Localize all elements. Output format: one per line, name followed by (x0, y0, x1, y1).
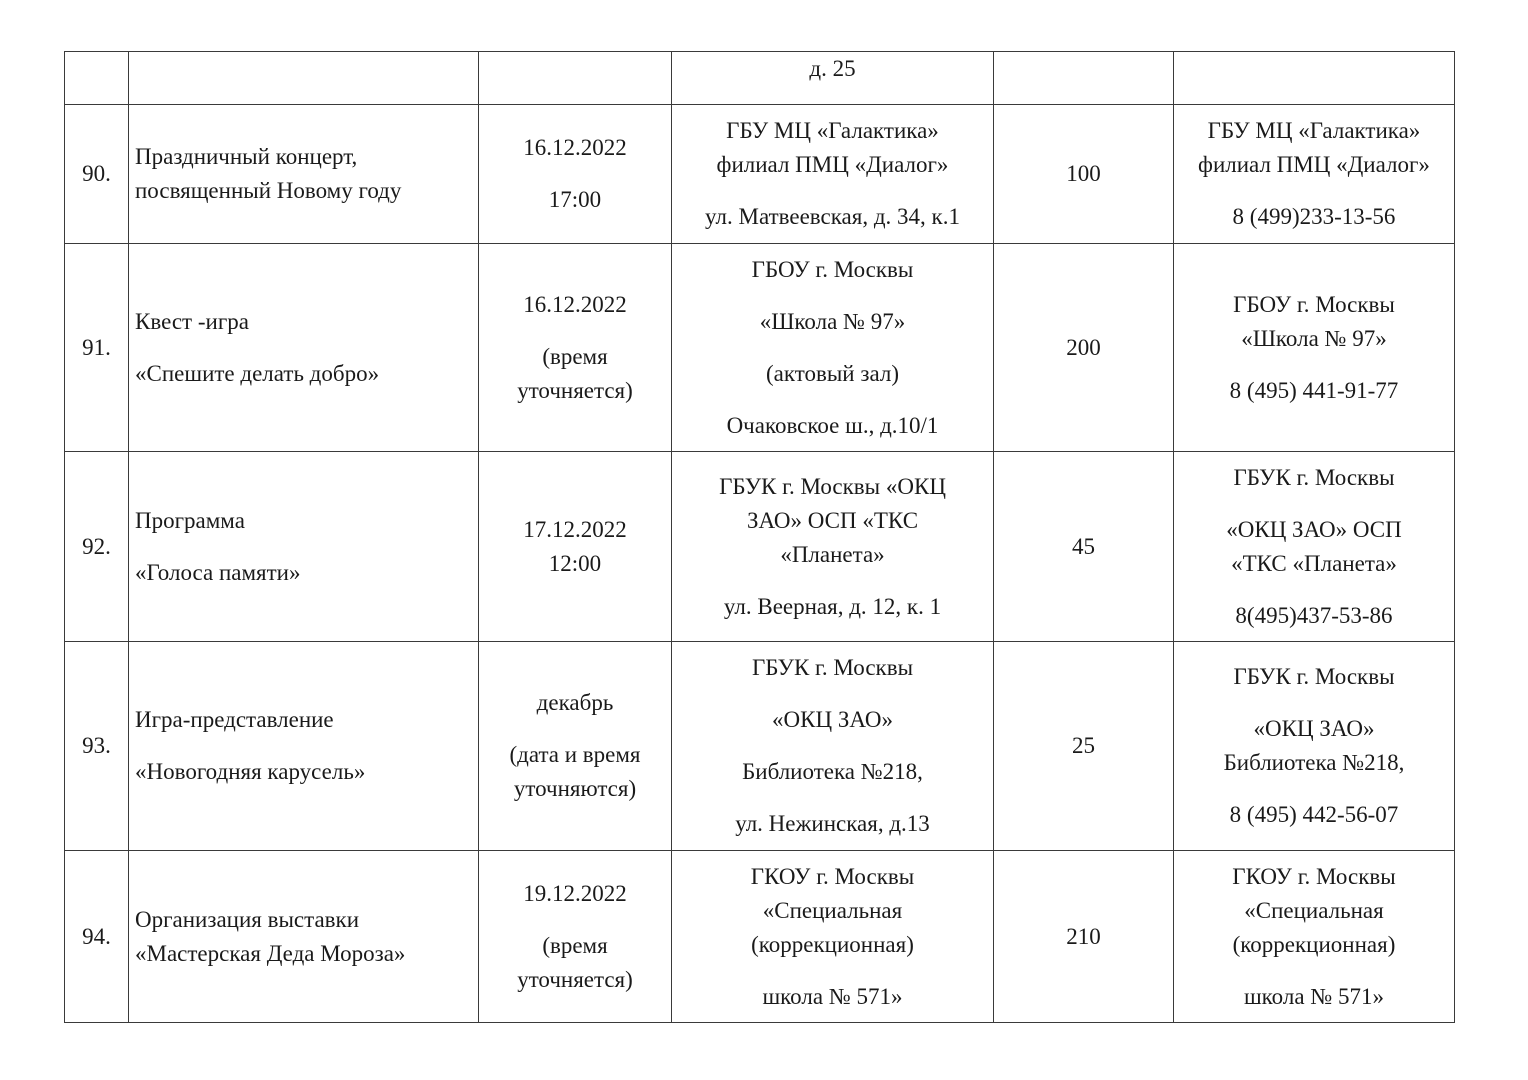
event-name-line: Праздничный концерт, (135, 144, 358, 169)
participants-count: 100 (994, 105, 1174, 244)
time-line: уточняется) (517, 377, 633, 403)
place-line: Очаковское ш., д.10/1 (726, 412, 939, 438)
event-name-line: посвященный Новому году (135, 178, 402, 203)
name-cell (129, 52, 479, 105)
contact-line: (коррекционная) (1232, 931, 1396, 957)
date-line: 19.12.2022 (523, 880, 627, 906)
contact-phone: 8(495)437-53-86 (1235, 602, 1393, 628)
time-line: (время (542, 343, 608, 369)
contact-line: ГБОУ г. Москвы (1233, 291, 1395, 317)
event-name-cell (129, 851, 479, 1023)
place-cell (672, 851, 994, 1023)
date-cell (479, 642, 672, 851)
date-cell (479, 452, 672, 642)
participants-count: 45 (994, 452, 1174, 642)
events-table (64, 51, 1455, 1023)
row-number: 93. (65, 642, 129, 851)
time-line: 17:00 (548, 187, 602, 212)
contact-cell (1174, 52, 1455, 105)
event-name-line: «Голоса памяти» (135, 559, 301, 585)
contact-cell (1174, 642, 1455, 851)
place-cell (672, 244, 994, 452)
contact-phone: 8 (495) 442-56-07 (1229, 802, 1399, 827)
num-cell (65, 52, 129, 105)
event-name-line: «Спешите делать добро» (135, 360, 380, 386)
participants-cell (994, 52, 1174, 105)
contact-cell (1174, 244, 1455, 452)
table-row (65, 642, 1455, 851)
contact-line: филиал ПМЦ «Диалог» (1198, 152, 1430, 177)
date-line: 16.12.2022 (523, 291, 627, 317)
contact-cell (1174, 851, 1455, 1023)
time-line: уточняются) (513, 776, 637, 801)
place-line: ГБУ МЦ «Галактика» (726, 118, 939, 143)
time-line: уточняется) (517, 966, 633, 992)
row-number: 92. (65, 452, 129, 642)
contact-line: ГБУК г. Москвы (1233, 464, 1395, 490)
participants-count: 200 (994, 244, 1174, 452)
contact-phone: 8 (499)233-13-56 (1232, 204, 1396, 229)
place-line: филиал ПМЦ «Диалог» (716, 152, 949, 177)
table-row (65, 105, 1455, 244)
contact-line: «Специальная (1244, 897, 1384, 923)
contact-line: ГБУ МЦ «Галактика» (1207, 118, 1421, 143)
place-cell (672, 452, 994, 642)
date-line: 16.12.2022 (523, 135, 627, 160)
event-name-line: Игра-представление (135, 707, 334, 732)
place-line: школа № 571» (762, 983, 903, 1009)
date-line: декабрь (536, 690, 614, 715)
participants-count: 210 (994, 851, 1174, 1023)
place-cell (672, 105, 994, 244)
place-line: (коррекционная) (751, 931, 914, 957)
contact-line: «Школа № 97» (1241, 325, 1387, 351)
contact-line: Библиотека №218, (1223, 750, 1405, 775)
place-line: Библиотека №218, (742, 759, 923, 784)
row-number: 91. (65, 244, 129, 452)
row-number: 94. (65, 851, 129, 1023)
table-row-continuation (65, 52, 1455, 105)
place-line: (актовый зал) (766, 360, 899, 386)
event-name-line: Организация выставки (135, 906, 360, 932)
contact-cell (1174, 452, 1455, 642)
event-name-line: Квест -игра (135, 308, 249, 334)
contact-line: школа № 571» (1243, 983, 1385, 1009)
place-line: «ОКЦ ЗАО» (772, 707, 893, 732)
event-name-cell (129, 642, 479, 851)
table-row (65, 452, 1455, 642)
contact-line: «ОКЦ ЗАО» (1253, 716, 1375, 741)
event-name-line: «Новогодняя карусель» (135, 759, 366, 784)
event-name-line: «Мастерская Деда Мороза» (135, 940, 406, 966)
time-line: (время (542, 932, 608, 958)
event-name-cell (129, 244, 479, 452)
event-name-line: Программа (135, 507, 245, 533)
contact-cell (1174, 105, 1455, 244)
place-line: «Школа № 97» (759, 308, 906, 334)
contact-line: ГБУК г. Москвы (1233, 664, 1395, 689)
contact-phone: 8 (495) 441-91-77 (1229, 377, 1399, 403)
table-row (65, 244, 1455, 452)
address-tail: д. 25 (809, 56, 856, 81)
table-row (65, 851, 1455, 1023)
place-line: ГБУК г. Москвы «ОКЦ (719, 473, 946, 499)
place-line: ЗАО» ОСП «ТКС (746, 507, 919, 533)
time-line: 12:00 (548, 550, 602, 576)
place-line: «Планета» (780, 541, 885, 567)
place-line: ГБОУ г. Москвы (751, 256, 914, 282)
place-line: ГКОУ г. Москвы (750, 863, 915, 889)
row-number: 90. (65, 105, 129, 244)
contact-line: ГКОУ г. Москвы (1232, 863, 1396, 889)
place-line: ул. Веерная, д. 12, к. 1 (723, 593, 942, 619)
contact-line: «ТКС «Планета» (1231, 550, 1397, 576)
place-line: «Специальная (762, 897, 903, 923)
time-line: (дата и время (509, 742, 641, 767)
date-cell (479, 244, 672, 452)
contact-line: «ОКЦ ЗАО» ОСП (1226, 516, 1402, 542)
event-name-cell (129, 452, 479, 642)
participants-count: 25 (994, 642, 1174, 851)
event-name-cell (129, 105, 479, 244)
place-line: ГБУК г. Москвы (751, 655, 914, 680)
date-cell (479, 851, 672, 1023)
date-cell (479, 52, 672, 105)
place-line: ул. Матвеевская, д. 34, к.1 (705, 204, 960, 229)
date-line: 17.12.2022 (523, 516, 627, 542)
place-cell (672, 52, 994, 105)
place-cell (672, 642, 994, 851)
place-line: ул. Нежинская, д.13 (735, 811, 930, 836)
date-cell (479, 105, 672, 244)
